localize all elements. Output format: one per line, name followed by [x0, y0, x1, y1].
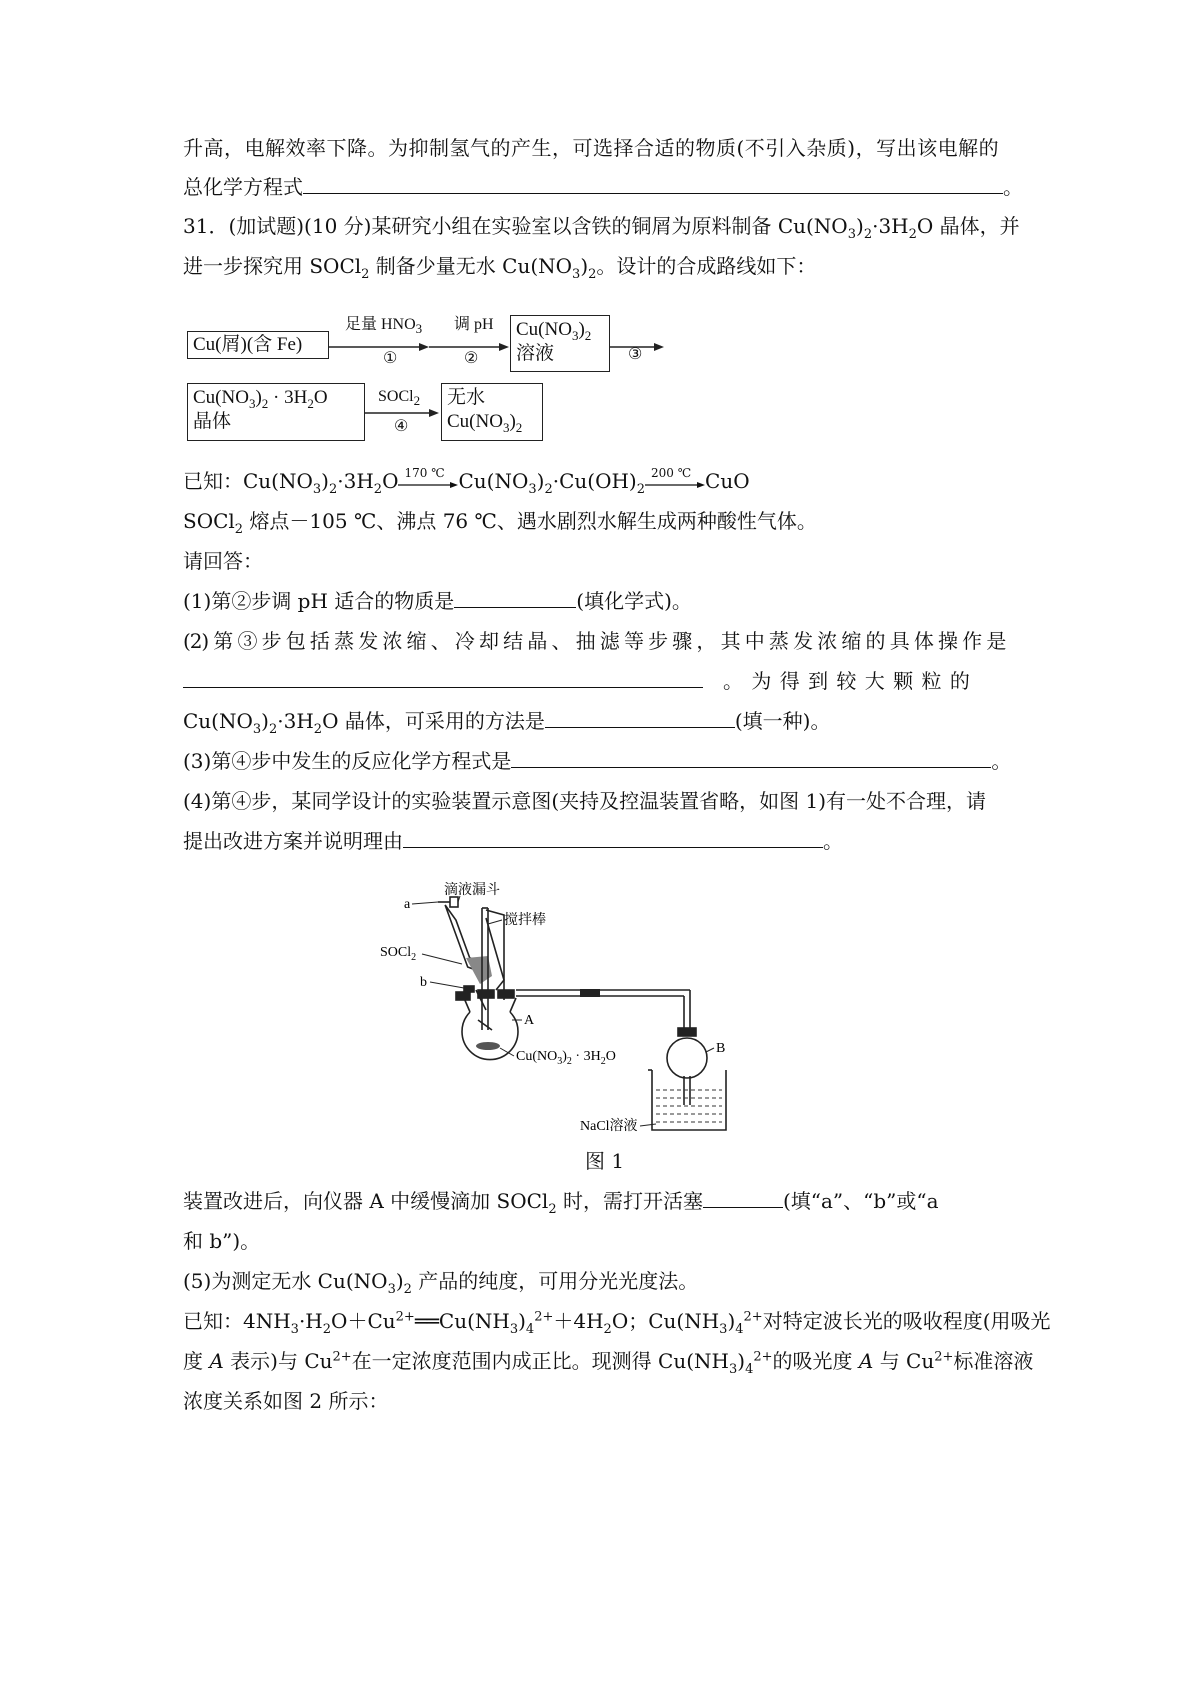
- text-span: 。 为 得 到 较 大 颗 粒 的: [723, 669, 971, 693]
- crystal-pile: [476, 1042, 500, 1050]
- text-span: 已知：4NH: [183, 1309, 291, 1333]
- text-span: (填“a”、“b”或“a: [782, 1189, 939, 1213]
- text-span: ): [856, 214, 864, 238]
- text-span: O 晶体，可采用的方法是: [322, 709, 545, 733]
- text-span: Cu(屑)(含 Fe): [193, 334, 303, 355]
- subscript: 2: [548, 1202, 557, 1217]
- q1-line: [183, 589, 1025, 613]
- flow-box-nitrate-crystal: [187, 383, 365, 441]
- flow-arrows-1-2: [329, 333, 509, 363]
- answer-blank[interactable]: [183, 669, 703, 688]
- q5-line: [183, 1269, 1025, 1297]
- text-span: 。设计的合成路线如下：: [596, 254, 817, 278]
- subscript: 3: [572, 267, 581, 282]
- text-span: 足量 HNO: [345, 316, 416, 333]
- arrow2-bottom-label: [464, 350, 478, 368]
- flow-box-anhydrous: [441, 383, 543, 441]
- text-span: Cu(NO: [516, 319, 572, 340]
- text-span: 产品的纯度，可用分光光度法。: [411, 1269, 699, 1293]
- superscript: 2+: [753, 1349, 773, 1365]
- text-span: O: [382, 469, 399, 493]
- q2-line-2: [183, 669, 1025, 693]
- text-span: (4)第④步，某同学设计的实验装置示意图(夹持及控温装置省略，如图 1)有一处不合理，请: [183, 789, 987, 813]
- label-dropping-funnel: 滴液漏斗: [444, 883, 500, 898]
- text-span: ): [518, 1309, 526, 1333]
- text-span: ): [509, 411, 516, 432]
- text-span: 和 b”)。: [183, 1229, 261, 1253]
- text-span: · 3H: [268, 387, 308, 408]
- text-span: ): [737, 1349, 746, 1373]
- text-span: 升高，电解效率下降。为抑制氢气的产生，可选择合适的物质(不引入杂质)，写出该电解的: [183, 136, 1000, 160]
- subscript: 3: [248, 395, 256, 411]
- q4b-line-2: [183, 1229, 1025, 1253]
- subscript: 2: [261, 395, 269, 411]
- subscript: 2: [322, 1322, 332, 1337]
- subscript: 2: [361, 267, 370, 282]
- answer-blank[interactable]: [303, 175, 1003, 194]
- arrow3-bottom-label: [628, 346, 642, 364]
- text-span: 与 Cu: [873, 1349, 935, 1373]
- subscript: 2: [908, 227, 917, 242]
- subscript: 4: [735, 1322, 744, 1337]
- subscript: 2: [313, 722, 323, 737]
- answer-blank[interactable]: [511, 749, 991, 768]
- subscript: 3: [509, 1322, 519, 1337]
- subscript: 2: [234, 522, 244, 537]
- answer-blank[interactable]: [703, 1189, 783, 1208]
- q3-line: [183, 749, 1025, 773]
- arrow1-top-label: [345, 316, 423, 337]
- reaction-arrow-170: [398, 465, 458, 495]
- socl2-line: [183, 509, 1025, 537]
- subscript: 3: [728, 1362, 738, 1377]
- text-line-2: [183, 175, 1025, 199]
- subscript: 2: [544, 482, 553, 497]
- subscript: 2: [307, 395, 314, 411]
- q4-line-1: [183, 789, 1025, 813]
- text-span: 进一步探究用 SOCl: [183, 254, 362, 278]
- text-span: O: [313, 387, 328, 408]
- subscript: 2: [413, 393, 421, 409]
- subscript: 3: [719, 1322, 728, 1337]
- text-span: (填化学式)。: [576, 589, 692, 613]
- text-span: 时，需打开活塞: [556, 1189, 703, 1213]
- arrow2-top-label: [454, 316, 494, 334]
- text-span: ): [395, 1269, 404, 1293]
- figure-1-apparatus: [380, 880, 820, 1135]
- text-span: 。: [991, 749, 1012, 773]
- text-span: (填一种)。: [734, 709, 831, 733]
- text-span: Cu(NO: [193, 387, 249, 408]
- text-span: (2) 第 ③ 步 包 括 蒸 发 浓 缩 、 冷 却 结 晶 、 抽 滤 等 步 骤 ， 其 中 蒸 发 浓 缩 的 具 体 操 作 是: [183, 629, 1006, 653]
- label-bulb-b: B: [716, 1041, 726, 1056]
- text-span: ·Cu(OH): [552, 469, 637, 493]
- text-span: 对特定波长光的吸收程度(用吸光: [762, 1309, 1051, 1333]
- text-span: ·H: [298, 1309, 323, 1333]
- subscript: 2: [636, 482, 646, 497]
- label-flask-a: A: [524, 1013, 535, 1028]
- text-span: (3)第④步中发生的反应化学方程式是: [183, 749, 512, 773]
- text-line-1: [183, 136, 1025, 160]
- subscript: 2: [584, 327, 592, 343]
- subscript: 2: [268, 722, 278, 737]
- tube-connector: [580, 989, 600, 997]
- q31-line-2: [183, 254, 1025, 282]
- text-span: ): [536, 469, 545, 493]
- text-span: (1)第②步调 pH 适合的物质是: [183, 589, 455, 613]
- subscript: 2: [588, 267, 597, 282]
- label-stirrer: 搅拌棒: [504, 913, 546, 928]
- label-crystal: $Cu(NO_3)_2 \cdot 3H_2O$: [516, 1049, 616, 1067]
- superscript: 2+: [332, 1349, 352, 1365]
- text-span: ·3H: [872, 214, 909, 238]
- q2-line-3: [183, 709, 1025, 737]
- q5-known-line-1: [183, 1309, 1051, 1337]
- text-span: ＋4H: [553, 1309, 604, 1333]
- subscript: 3: [415, 321, 423, 337]
- answer-blank[interactable]: [454, 589, 576, 608]
- subscript: 3: [387, 1282, 396, 1297]
- text-span: ·3H: [337, 469, 374, 493]
- q2-line-1: [183, 629, 1025, 653]
- text-span: 表示)与 Cu: [223, 1349, 333, 1373]
- ask-line: [183, 549, 1025, 573]
- text-span: ): [727, 1309, 736, 1333]
- text-span: ·3H: [277, 709, 314, 733]
- text-span: (5)为测定无水 Cu(NO: [183, 1269, 388, 1293]
- subscript: 2: [515, 419, 523, 435]
- subscript: 3: [847, 227, 856, 242]
- text-span: 度: [183, 1349, 210, 1373]
- text-span: ): [321, 469, 329, 493]
- text-span: ②: [464, 350, 479, 367]
- text-span: 浓度关系如图 2 所示：: [183, 1389, 389, 1413]
- answer-blank[interactable]: [403, 829, 823, 848]
- figure-1-caption: [585, 1145, 624, 1174]
- label-valve-b: b: [420, 975, 427, 990]
- text-span: ): [261, 709, 269, 733]
- text-span: 图 1: [585, 1149, 625, 1173]
- reaction-arrow-200: [645, 465, 705, 495]
- text-span: 调 pH: [454, 316, 494, 333]
- subscript: 2: [373, 482, 383, 497]
- text-span: 晶体: [193, 411, 232, 432]
- arrow1-bottom-label: [383, 350, 397, 368]
- text-span: Cu(NO: [447, 411, 503, 432]
- subscript: 2: [403, 1282, 412, 1297]
- q4-line-2: [183, 829, 1025, 853]
- text-span: 已知：Cu(NO: [183, 469, 313, 493]
- nacl-solution-lines: [656, 1090, 722, 1122]
- italic-symbol: A: [209, 1349, 224, 1373]
- text-span: Cu(NO: [183, 709, 253, 733]
- text-span: ): [578, 319, 585, 340]
- arrow4-top-label: [378, 388, 421, 409]
- subscript: 3: [312, 482, 322, 497]
- subscript: 2: [328, 482, 338, 497]
- subscript: 2: [603, 1322, 612, 1337]
- answer-blank[interactable]: [545, 709, 735, 728]
- text-span: 溶液: [516, 343, 555, 364]
- text-span: SOCl: [378, 388, 414, 405]
- text-span: ④: [394, 418, 409, 435]
- text-span: 。: [823, 829, 843, 853]
- arrow-condition: 170 ℃: [404, 465, 445, 480]
- label-socl2: SOCl$_2$: [380, 945, 417, 963]
- label-nacl-solution: NaCl溶液: [580, 1119, 638, 1134]
- subscript: 3: [252, 722, 262, 737]
- superscript: 2+: [395, 1309, 415, 1325]
- text-span: 熔点－105 ℃、沸点 76 ℃、遇水剧烈水解生成两种酸性气体。: [243, 509, 817, 533]
- text-span: 制备少量无水 Cu(NO: [369, 254, 573, 278]
- text-span: 装置改进后，向仪器 A 中缓慢滴加 SOCl: [183, 1189, 549, 1213]
- text-span: 提出改进方案并说明理由: [183, 829, 403, 853]
- q5-known-line-3: [183, 1389, 1025, 1413]
- superscript: 2+: [934, 1349, 954, 1365]
- gas-tube: [516, 990, 690, 1030]
- text-span: 的吸光度: [772, 1349, 859, 1373]
- flow-box-raw-copper: [187, 331, 329, 359]
- italic-symbol: A: [858, 1349, 874, 1373]
- funnel-bulb-b: [667, 1028, 707, 1105]
- known-line-1: [183, 465, 1025, 497]
- subscript: 4: [525, 1322, 535, 1337]
- text-span: ③: [628, 346, 643, 363]
- text-span: CuO: [705, 469, 750, 493]
- label-valve-a: a: [404, 897, 411, 912]
- superscript: 2+: [534, 1309, 554, 1325]
- q31-line-1: [183, 214, 1025, 242]
- text-span: O 晶体，并: [916, 214, 1020, 238]
- subscript: 3: [502, 419, 510, 435]
- text-span: ): [580, 254, 589, 278]
- arrow4-bottom-label: [394, 418, 408, 436]
- q4b-line-1: [183, 1189, 1025, 1217]
- text-span: Cu(NO: [458, 469, 529, 493]
- subscript: 3: [290, 1322, 299, 1337]
- flow-box-nitrate-solution: [510, 315, 610, 372]
- text-span: 。: [1003, 175, 1023, 199]
- q5-known-line-2: [183, 1349, 1034, 1377]
- text-span: ①: [383, 350, 398, 367]
- text-span: 总化学方程式: [183, 175, 303, 199]
- superscript: 2+: [743, 1309, 763, 1325]
- text-span: ══Cu(NH: [414, 1309, 510, 1333]
- text-span: 标准溶液: [953, 1349, 1034, 1373]
- text-span: 在一定浓度范围内成正比。现测得 Cu(NH: [351, 1349, 729, 1373]
- beaker: [648, 1070, 726, 1130]
- text-span: SOCl: [183, 509, 235, 533]
- text-span: 请回答：: [183, 549, 263, 573]
- text-span: 31．(加试题)(10 分)某研究小组在实验室以含铁的铜屑为原料制备 Cu(NO: [183, 214, 848, 238]
- subscript: 3: [528, 482, 537, 497]
- subscript: 3: [571, 327, 579, 343]
- arrow-condition: 200 ℃: [651, 465, 692, 480]
- subscript: 4: [745, 1362, 754, 1377]
- text-span: O＋Cu: [331, 1309, 396, 1333]
- text-span: O；Cu(NH: [611, 1309, 720, 1333]
- text-span: 无水: [447, 387, 486, 408]
- text-span: ): [255, 387, 262, 408]
- subscript: 2: [863, 227, 873, 242]
